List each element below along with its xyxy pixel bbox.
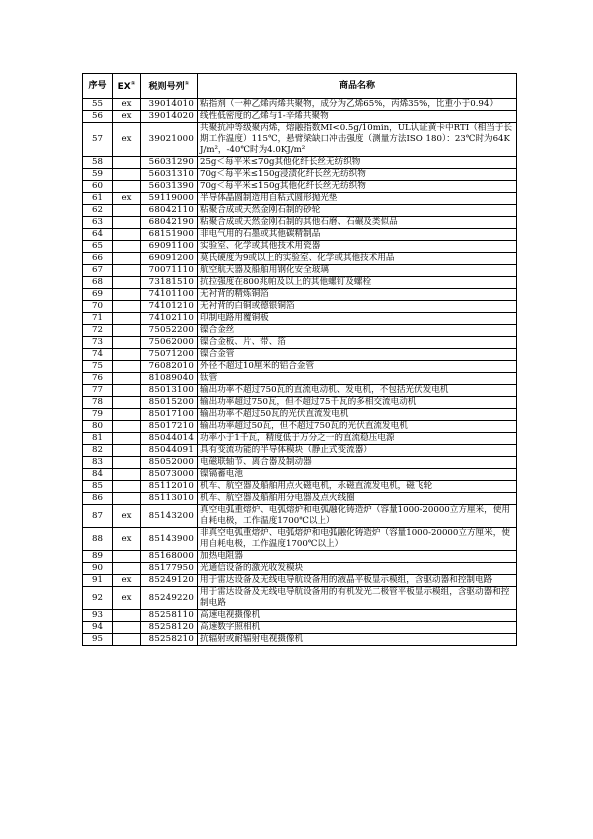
name-cell: 共聚抗冲等级聚丙烯，熔融指数MI<0.5g/10min，UL认证黄卡中RTI（相当于长期工作温度）115℃，悬臂梁缺口冲击强度（测量方法ISO 180）：23℃时为64KJ/m²，-40℃时为4.0KJ/m² <box>198 123 517 157</box>
code-cell: 39014010 <box>141 99 198 111</box>
seq-cell: 61 <box>83 193 113 205</box>
table-row <box>83 373 517 385</box>
seq-cell: 77 <box>83 385 113 397</box>
header-ex-footnote-mark: ① <box>130 81 136 87</box>
seq-cell: 60 <box>83 181 113 193</box>
table-row <box>83 289 517 301</box>
name-cell: 真空电弧重熔炉、电弧熔炉和电弧融化铸造炉（容量1000-20000立方厘米，使用自耗电极，工作温度1700℃以上） <box>198 505 517 528</box>
table-body <box>83 99 517 646</box>
name-cell: 光通信设备的激光收发模块 <box>198 563 517 575</box>
table-row <box>83 265 517 277</box>
table-row <box>83 575 517 587</box>
seq-cell: 80 <box>83 421 113 433</box>
ex-cell <box>113 563 141 575</box>
table-header-row <box>83 74 517 99</box>
seq-cell: 76 <box>83 373 113 385</box>
seq-cell: 84 <box>83 469 113 481</box>
seq-cell: 75 <box>83 361 113 373</box>
table-row <box>83 193 517 205</box>
name-cell: 粘指剂（一种乙烯丙烯共聚物，成分为乙烯65%，丙烯35%，比重小于0.94） <box>198 99 517 111</box>
seq-cell: 95 <box>83 634 113 646</box>
name-cell: 高速数字照相机 <box>198 622 517 634</box>
table-row <box>83 528 517 551</box>
name-cell: 输出功率不超过50瓦的光伏直流发电机 <box>198 409 517 421</box>
code-cell: 85249220 <box>141 587 198 610</box>
ex-cell <box>113 169 141 181</box>
table-row <box>83 409 517 421</box>
ex-cell <box>113 373 141 385</box>
name-cell: 高速电视摄像机 <box>198 610 517 622</box>
header-name <box>198 74 517 99</box>
seq-cell: 85 <box>83 481 113 493</box>
code-cell: 85113010 <box>141 493 198 505</box>
ex-cell <box>113 229 141 241</box>
code-cell: 85258210 <box>141 634 198 646</box>
code-cell: 74101210 <box>141 301 198 313</box>
seq-cell: 70 <box>83 301 113 313</box>
ex-cell <box>113 217 141 229</box>
name-cell: 25g＜每平米≤70g其他化纤长丝无纺织物 <box>198 157 517 169</box>
name-cell: 无衬背的白铜或德银铜箔 <box>198 301 517 313</box>
name-cell: 无衬背的精炼铜箔 <box>198 289 517 301</box>
code-cell: 56031310 <box>141 169 198 181</box>
ex-cell <box>113 181 141 193</box>
code-cell: 70071110 <box>141 265 198 277</box>
ex-cell: ex <box>113 528 141 551</box>
table-row <box>83 123 517 157</box>
ex-cell <box>113 469 141 481</box>
name-cell: 印制电路用覆铜板 <box>198 313 517 325</box>
seq-cell: 89 <box>83 551 113 563</box>
name-cell: 功率小于1千瓦，精度低于万分之一的直流稳压电源 <box>198 433 517 445</box>
table-row <box>83 111 517 123</box>
table-row <box>83 229 517 241</box>
code-cell: 69091200 <box>141 253 198 265</box>
code-cell: 85017100 <box>141 409 198 421</box>
table-row <box>83 313 517 325</box>
name-cell: 电磁联轴节、离合器及制动器 <box>198 457 517 469</box>
code-cell: 85044014 <box>141 433 198 445</box>
name-cell: 用于雷达设备及无线电导航设备用的液晶平板显示模组，含驱动器和控制电路 <box>198 575 517 587</box>
code-cell: 56031390 <box>141 181 198 193</box>
ex-cell <box>113 610 141 622</box>
table-row <box>83 385 517 397</box>
ex-cell <box>113 457 141 469</box>
seq-cell: 78 <box>83 397 113 409</box>
name-cell: 70g＜每平米≤150g其他化纤长丝无纺织物 <box>198 181 517 193</box>
name-cell: 线性低密度的乙烯与1-辛烯共聚物 <box>198 111 517 123</box>
code-cell: 85143200 <box>141 505 198 528</box>
name-cell: 加热电阻器 <box>198 551 517 563</box>
code-cell: 68042110 <box>141 205 198 217</box>
code-cell: 85015200 <box>141 397 198 409</box>
ex-cell <box>113 409 141 421</box>
ex-cell <box>113 313 141 325</box>
ex-cell <box>113 622 141 634</box>
seq-cell: 65 <box>83 241 113 253</box>
seq-cell: 56 <box>83 111 113 123</box>
code-cell: 81089040 <box>141 373 198 385</box>
code-cell: 75052200 <box>141 325 198 337</box>
code-cell: 85017210 <box>141 421 198 433</box>
ex-cell <box>113 361 141 373</box>
name-cell: 粘聚合成或天然金刚石制的其他石磨、石碾及类似品 <box>198 217 517 229</box>
code-cell: 59119000 <box>141 193 198 205</box>
table-row <box>83 587 517 610</box>
header-code <box>141 74 198 99</box>
seq-cell: 82 <box>83 445 113 457</box>
ex-cell <box>113 205 141 217</box>
header-ex <box>113 74 141 99</box>
table-row <box>83 325 517 337</box>
ex-cell: ex <box>113 575 141 587</box>
code-cell: 68042190 <box>141 217 198 229</box>
header-code-footnote-mark: ① <box>184 81 190 87</box>
ex-cell <box>113 481 141 493</box>
seq-cell: 58 <box>83 157 113 169</box>
name-cell: 莫氏硬度为9或以上的实验室、化学或其他技术用品 <box>198 253 517 265</box>
ex-cell <box>113 445 141 457</box>
ex-cell <box>113 241 141 253</box>
header-code-label: 税则号列 <box>148 82 185 92</box>
table-row <box>83 397 517 409</box>
code-cell: 85044091 <box>141 445 198 457</box>
code-cell: 56031290 <box>141 157 198 169</box>
table-row <box>83 253 517 265</box>
ex-cell <box>113 493 141 505</box>
code-cell: 68151900 <box>141 229 198 241</box>
code-cell: 85073000 <box>141 469 198 481</box>
code-cell: 39021000 <box>141 123 198 157</box>
name-cell: 镍合金管 <box>198 349 517 361</box>
seq-cell: 57 <box>83 123 113 157</box>
ex-cell: ex <box>113 587 141 610</box>
seq-cell: 59 <box>83 169 113 181</box>
name-cell: 外径不超过10厘米的铝合金管 <box>198 361 517 373</box>
tariff-table <box>82 73 517 646</box>
seq-cell: 64 <box>83 229 113 241</box>
seq-cell: 92 <box>83 587 113 610</box>
seq-cell: 71 <box>83 313 113 325</box>
code-cell: 85168000 <box>141 551 198 563</box>
ex-cell <box>113 325 141 337</box>
name-cell: 机车、航空器及船舶用分电器及点火线圈 <box>198 493 517 505</box>
ex-cell <box>113 157 141 169</box>
ex-cell <box>113 551 141 563</box>
ex-cell <box>113 349 141 361</box>
ex-cell <box>113 265 141 277</box>
table-row <box>83 241 517 253</box>
name-cell: 镍镉蓄电池 <box>198 469 517 481</box>
ex-cell <box>113 289 141 301</box>
table-row <box>83 445 517 457</box>
ex-cell <box>113 433 141 445</box>
table-row <box>83 157 517 169</box>
code-cell: 85143900 <box>141 528 198 551</box>
table-row <box>83 99 517 111</box>
table-row <box>83 277 517 289</box>
name-cell: 镍合金板、片、带、箔 <box>198 337 517 349</box>
seq-cell: 86 <box>83 493 113 505</box>
name-cell: 镍合金丝 <box>198 325 517 337</box>
seq-cell: 72 <box>83 325 113 337</box>
name-cell: 输出功率超过50瓦，但不超过750瓦的光伏直流发电机 <box>198 421 517 433</box>
seq-cell: 79 <box>83 409 113 421</box>
name-cell: 实验室、化学或其他技术用瓷器 <box>198 241 517 253</box>
seq-cell: 91 <box>83 575 113 587</box>
table-row <box>83 205 517 217</box>
ex-cell <box>113 277 141 289</box>
table-row <box>83 481 517 493</box>
ex-cell <box>113 385 141 397</box>
seq-cell: 94 <box>83 622 113 634</box>
name-cell: 输出功率不超过750瓦的直流电动机、发电机，不包括光伏发电机 <box>198 385 517 397</box>
code-cell: 85249120 <box>141 575 198 587</box>
name-cell: 具有变流功能的半导体模块（静止式变流器） <box>198 445 517 457</box>
ex-cell: ex <box>113 123 141 157</box>
seq-cell: 87 <box>83 505 113 528</box>
ex-cell <box>113 253 141 265</box>
code-cell: 74101100 <box>141 289 198 301</box>
code-cell: 75071200 <box>141 349 198 361</box>
table-row <box>83 301 517 313</box>
ex-cell: ex <box>113 505 141 528</box>
code-cell: 85013100 <box>141 385 198 397</box>
table-row <box>83 551 517 563</box>
seq-cell: 62 <box>83 205 113 217</box>
table-row <box>83 433 517 445</box>
code-cell: 73181510 <box>141 277 198 289</box>
table-row <box>83 181 517 193</box>
code-cell: 85258110 <box>141 610 198 622</box>
header-seq-label: 序号 <box>88 80 107 91</box>
ex-cell <box>113 634 141 646</box>
name-cell: 半导体晶圆制造用自粘式圆形抛光垫 <box>198 193 517 205</box>
ex-cell <box>113 337 141 349</box>
ex-cell: ex <box>113 193 141 205</box>
table-row <box>83 457 517 469</box>
code-cell: 85258120 <box>141 622 198 634</box>
seq-cell: 66 <box>83 253 113 265</box>
table-row <box>83 469 517 481</box>
ex-cell <box>113 421 141 433</box>
name-cell: 用于雷达设备及无线电导航设备用的有机发光二极管平板显示模组，含驱动器和控制电路 <box>198 587 517 610</box>
table-row <box>83 610 517 622</box>
seq-cell: 68 <box>83 277 113 289</box>
header-seq <box>83 74 113 99</box>
code-cell: 85112010 <box>141 481 198 493</box>
name-cell: 非电气用的石墨或其他碳精制品 <box>198 229 517 241</box>
table-row <box>83 361 517 373</box>
seq-cell: 93 <box>83 610 113 622</box>
seq-cell: 67 <box>83 265 113 277</box>
table-row <box>83 622 517 634</box>
table-row <box>83 337 517 349</box>
table-row <box>83 169 517 181</box>
code-cell: 74102110 <box>141 313 198 325</box>
ex-cell <box>113 397 141 409</box>
header-name-label: 商品名称 <box>338 80 375 91</box>
name-cell: 钛管 <box>198 373 517 385</box>
code-cell: 76082010 <box>141 361 198 373</box>
header-ex-label: EX <box>117 82 131 92</box>
ex-cell: ex <box>113 99 141 111</box>
name-cell: 抗辐射或耐辐射电视摄像机 <box>198 634 517 646</box>
name-cell: 航空航天器及船舶用钢化安全玻璃 <box>198 265 517 277</box>
ex-cell: ex <box>113 111 141 123</box>
seq-cell: 88 <box>83 528 113 551</box>
table-row <box>83 349 517 361</box>
table-row <box>83 563 517 575</box>
name-cell: 输出功率超过750瓦，但不超过75千瓦的多相交流电动机 <box>198 397 517 409</box>
table-row <box>83 421 517 433</box>
seq-cell: 83 <box>83 457 113 469</box>
seq-cell: 81 <box>83 433 113 445</box>
table-row <box>83 217 517 229</box>
code-cell: 85177950 <box>141 563 198 575</box>
name-cell: 抗拉强度在800兆帕及以上的其他螺钉及螺栓 <box>198 277 517 289</box>
name-cell: 粘聚合成或天然金刚石制的砂轮 <box>198 205 517 217</box>
code-cell: 75062000 <box>141 337 198 349</box>
seq-cell: 90 <box>83 563 113 575</box>
code-cell: 69091100 <box>141 241 198 253</box>
table-row <box>83 493 517 505</box>
seq-cell: 74 <box>83 349 113 361</box>
seq-cell: 69 <box>83 289 113 301</box>
name-cell: 70g＜每平米≤150g浸渍化纤长丝无纺织物 <box>198 169 517 181</box>
name-cell: 非真空电弧重熔炉、电弧熔炉和电弧融化铸造炉（容量1000-20000立方厘米，使用自耗电极，工作温度1700℃以上） <box>198 528 517 551</box>
code-cell: 39014020 <box>141 111 198 123</box>
table-row <box>83 634 517 646</box>
ex-cell <box>113 301 141 313</box>
seq-cell: 63 <box>83 217 113 229</box>
seq-cell: 73 <box>83 337 113 349</box>
table-row <box>83 505 517 528</box>
seq-cell: 55 <box>83 99 113 111</box>
code-cell: 85052000 <box>141 457 198 469</box>
name-cell: 机车、航空器及船舶用点火磁电机，永磁直流发电机，磁飞轮 <box>198 481 517 493</box>
